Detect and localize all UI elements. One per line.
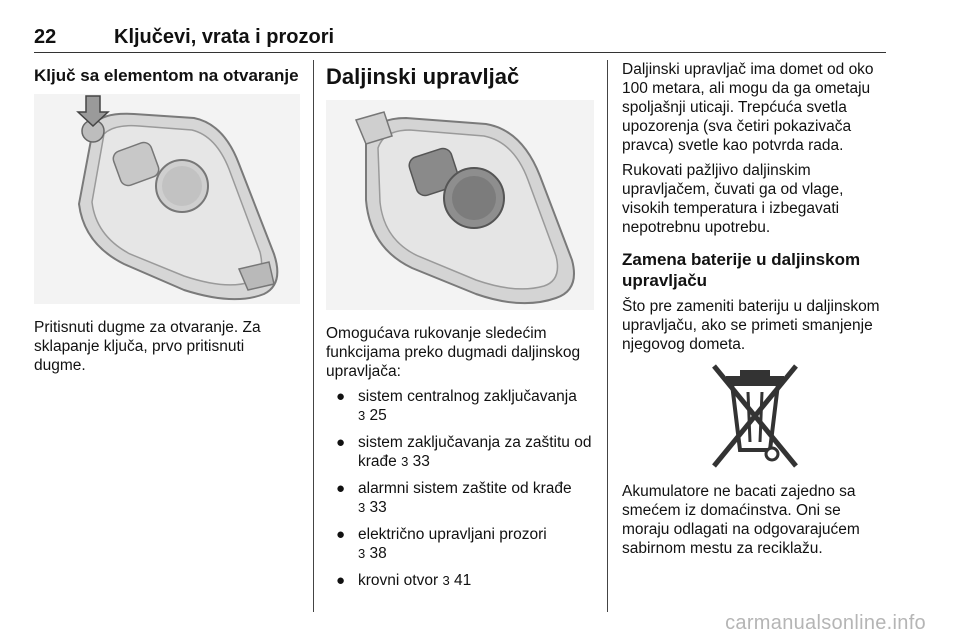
ref-arrow-icon: 3 <box>358 546 366 561</box>
remote-intro: Omogućava rukovanje sledećim funkcijama preko dugmadi daljinskog upravljača: <box>326 325 581 380</box>
header-rule <box>34 52 886 53</box>
list-item <box>326 387 594 425</box>
bullet-icon: ● <box>336 480 346 497</box>
page-reference[interactable]: 3 41 <box>442 572 472 589</box>
bullet-icon: ● <box>336 526 346 543</box>
page-reference[interactable]: 3 38 <box>358 545 387 562</box>
section-title-remote: Daljinski upravljač <box>326 64 520 89</box>
list-item-text: sistem zaključavanja za zaštitu od krađe <box>358 434 592 470</box>
list-item <box>326 433 594 471</box>
list-item <box>326 525 594 563</box>
bullet-icon: ● <box>336 434 346 451</box>
list-item <box>326 479 594 517</box>
page-number: 22 <box>34 26 57 48</box>
column-divider <box>313 60 314 612</box>
list-item-text: krovni otvor <box>358 572 439 589</box>
left-column <box>34 60 300 381</box>
remote-feature-list <box>326 387 594 590</box>
folding-key-illustration <box>34 94 300 304</box>
watermark: carmanualsonline.info <box>725 612 926 634</box>
range-paragraph: Daljinski upravljač ima domet od oko 100 metara, ali mogu da ga ometaju spoljašnji uticaji. Trepćuća svetla upozorenja (sva četiri pokazivača pravca) svetle kao potvrda rada. <box>622 61 874 154</box>
column-divider <box>607 60 608 612</box>
folding-key-caption: Pritisnuti dugme za otvaranje. Za sklapanje ključa, prvo pritisnuti dugme. <box>34 319 261 374</box>
ref-arrow-icon: 3 <box>358 408 366 423</box>
crossed-bin-icon <box>710 362 800 472</box>
page-header <box>34 26 886 54</box>
page-reference[interactable]: 3 33 <box>358 499 387 516</box>
list-item-text: električno upravljani prozori <box>358 526 547 543</box>
battery-paragraph: Što pre zameniti bateriju u daljinskom upravljaču, ako se primeti smanjenje njegovog dometa. <box>622 298 880 353</box>
list-item-text: alarmni sistem zaštite od krađe <box>358 480 572 497</box>
battery-section-title: Zamena baterije u daljinskom upravljaču <box>622 250 861 290</box>
page-reference[interactable]: 3 25 <box>358 407 387 424</box>
disposal-paragraph: Akumulatore ne bacati zajedno sa smećem iz domaćinstva. Oni se moraju odlagati na odgovarajućem sabirnom mestu za reciklažu. <box>622 483 860 557</box>
care-paragraph: Rukovati pažljivo daljinskim upravljačem, čuvati ga od vlage, visokih temperatura i izbegavati nepotrebnu upotrebu. <box>622 162 844 236</box>
page-reference[interactable]: 3 33 <box>401 453 430 470</box>
ref-arrow-icon: 3 <box>442 573 450 588</box>
bullet-icon: ● <box>336 572 346 589</box>
remote-control-illustration <box>326 100 594 310</box>
section-title-folding-key: Ključ sa elementom na otvaranje <box>34 66 299 85</box>
ref-arrow-icon: 3 <box>401 454 409 469</box>
middle-column <box>326 60 594 598</box>
list-item-text: sistem centralnog zaključavanja <box>358 388 577 405</box>
ref-arrow-icon: 3 <box>358 500 366 515</box>
page-title: Ključevi, vrata i prozori <box>114 26 335 48</box>
bullet-icon: ● <box>336 388 346 405</box>
right-column <box>622 60 888 564</box>
list-item <box>326 571 594 590</box>
